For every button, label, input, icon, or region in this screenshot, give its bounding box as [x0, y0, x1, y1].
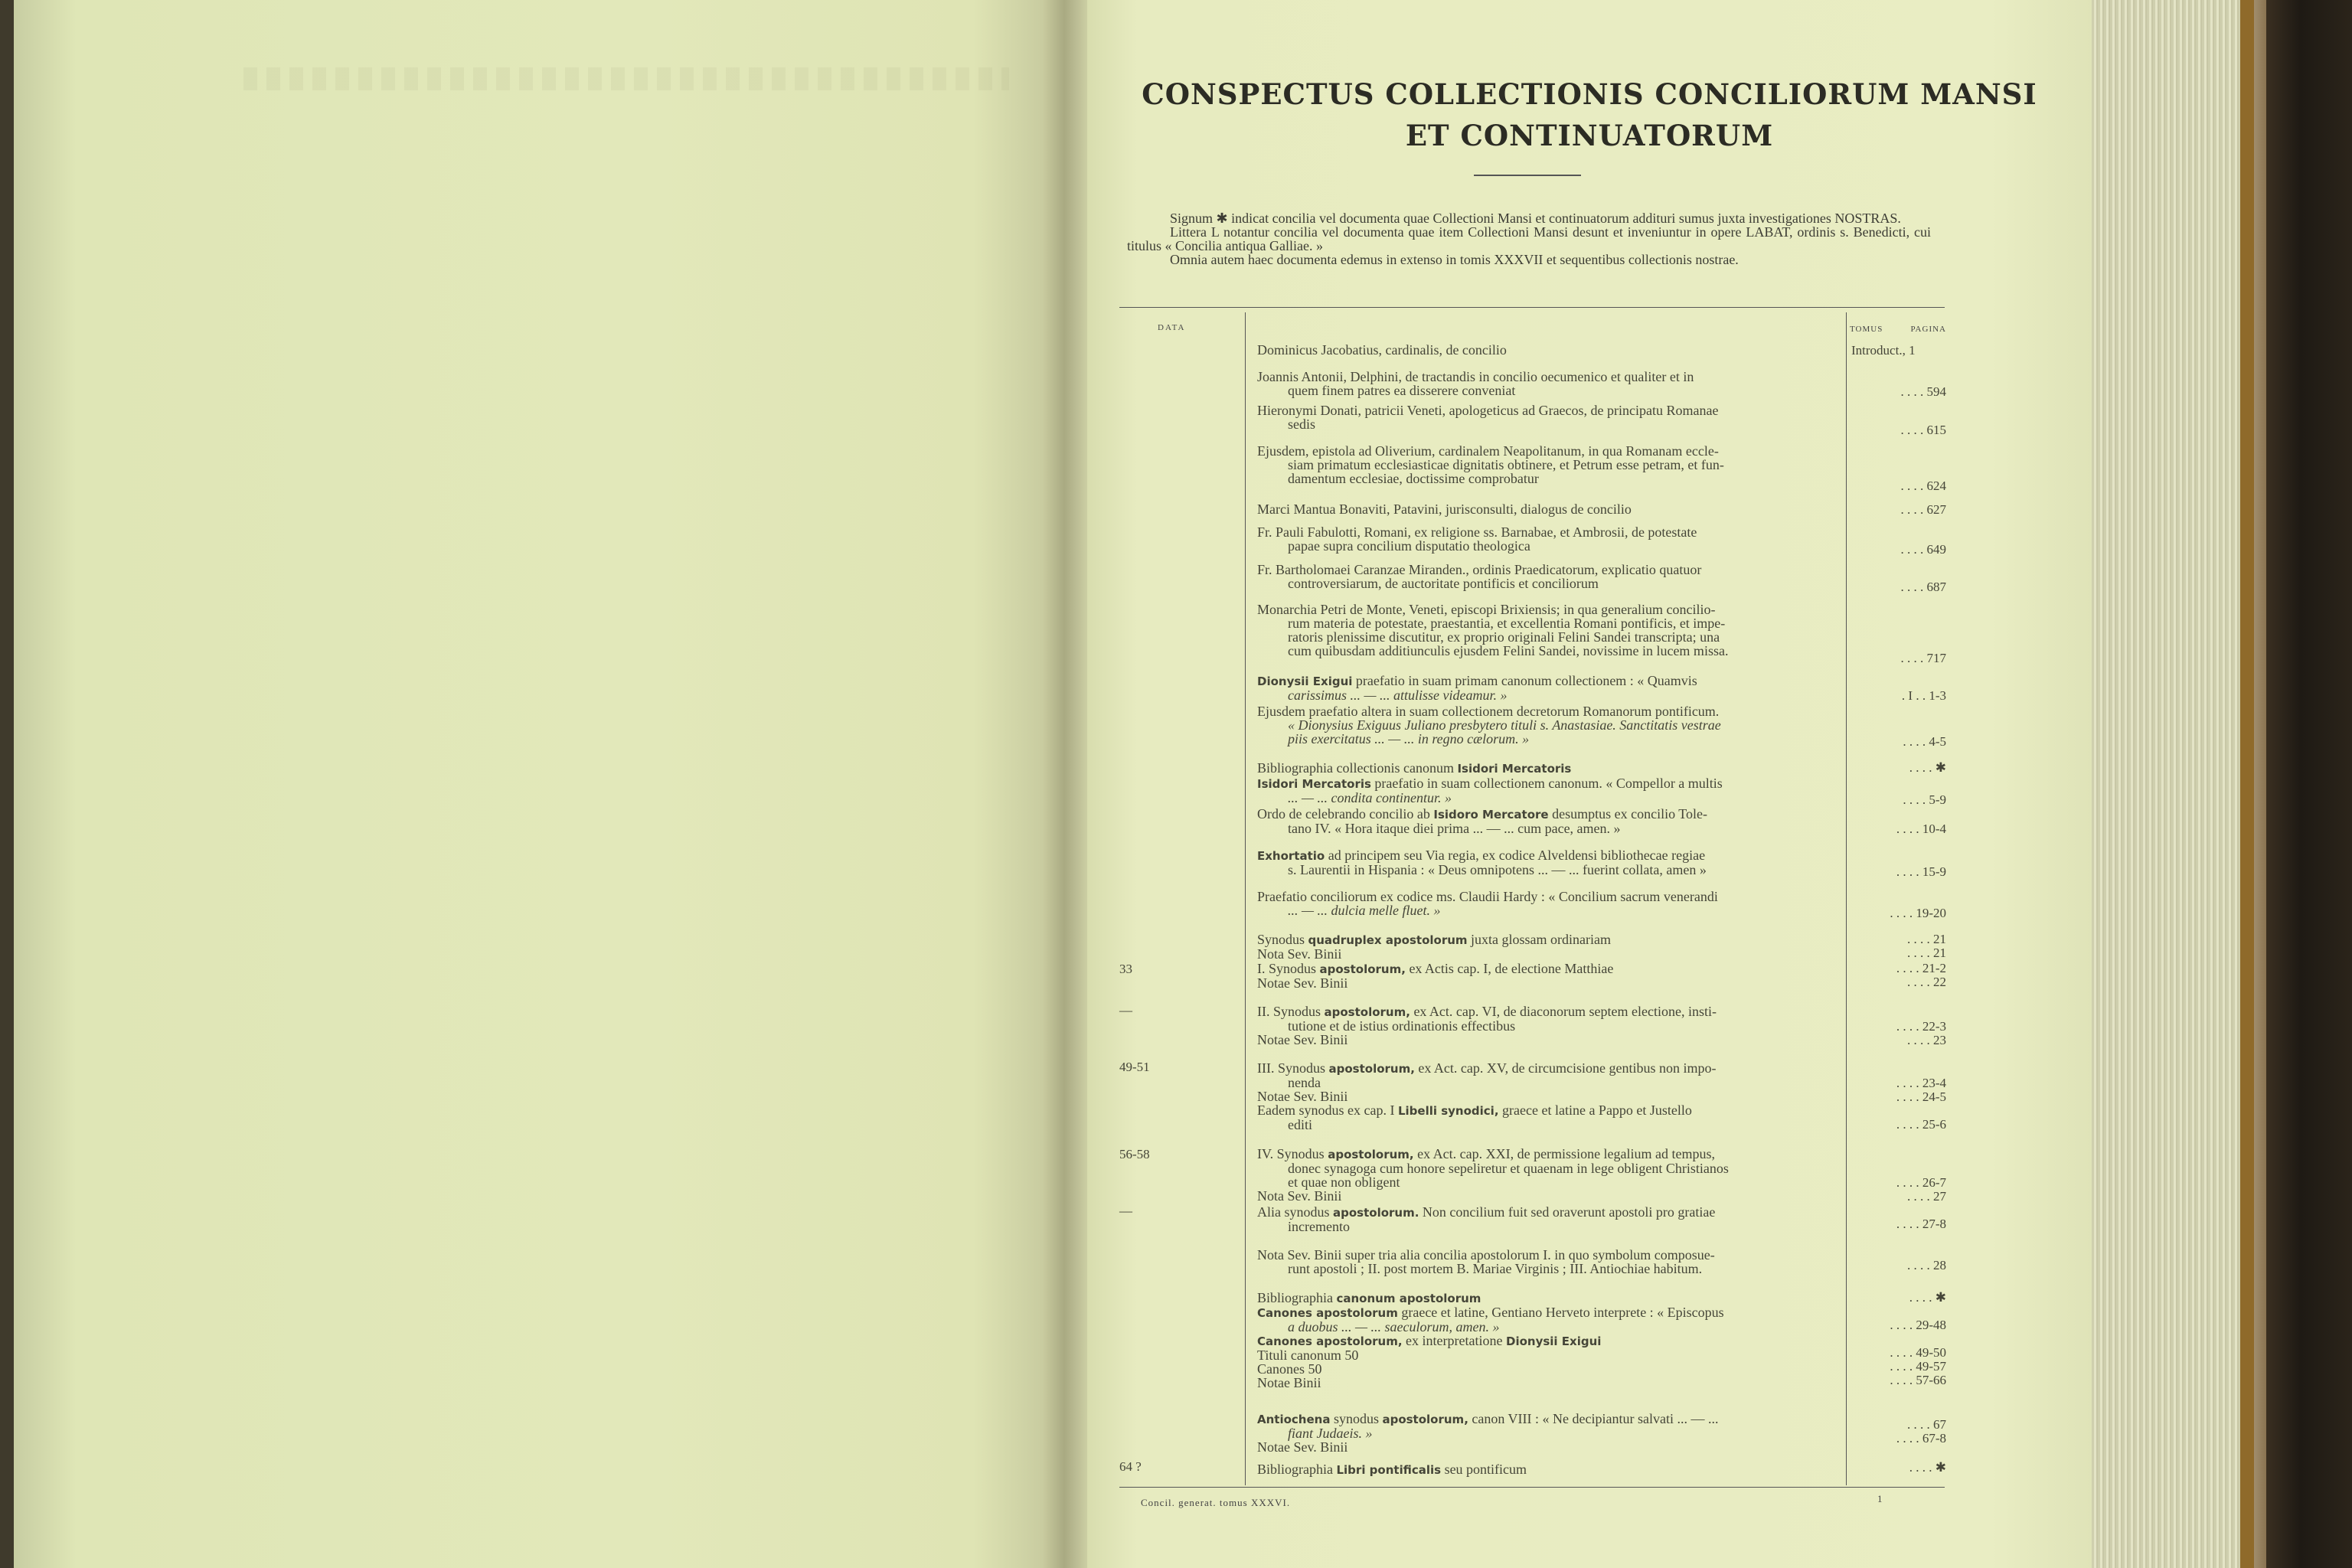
entry-text: ad principem seu Via regia, ex codice Alveldensi bibliothecae regiae	[1325, 848, 1706, 863]
entry-reference: . . . . 21-2	[1896, 961, 1946, 975]
entry-text: Notae Sev. Binii	[1257, 1032, 1348, 1047]
entry-incipit: carissimus ... — ... attulisse videamur. »	[1288, 688, 1508, 703]
entry-text: ex Actis cap. I, de electione Matthiae	[1405, 961, 1614, 976]
entry-reference: . . . . 21	[1907, 932, 1946, 946]
toc-entry	[1257, 807, 1839, 835]
date-column-rule	[1245, 312, 1246, 1485]
entry-reference: . . . . 5-9	[1903, 792, 1946, 807]
toc-entry	[1257, 1462, 1839, 1477]
toc-entry	[1257, 674, 1839, 702]
cover-gilt-band	[2240, 0, 2254, 1568]
entry-reference: . . . . 23-4	[1896, 1076, 1946, 1090]
entry-text: Marci Mantua Bonaviti, Patavini, jurisconsulti, dialogus de concilio	[1257, 501, 1632, 517]
toc-entry	[1257, 761, 1839, 776]
entry-reference: . . . . 29-48	[1890, 1318, 1946, 1332]
entry-reference: . . . . 24-5	[1896, 1089, 1946, 1104]
entry-reference: . . . . 23	[1907, 1033, 1946, 1047]
entry-text-cont: papae supra concilium disputatio theologica	[1288, 538, 1530, 554]
entry-text: Eadem synodus ex cap. I	[1257, 1102, 1398, 1118]
entry-text-cont: sedis	[1288, 416, 1315, 432]
entry-text: Hieronymi Donati, patricii Veneti, apologeticus ad Graecos, de principatu Romanae	[1257, 403, 1719, 418]
entry-reference: . . . . 4-5	[1903, 734, 1946, 749]
entry-reference: . . . . 687	[1900, 580, 1946, 594]
toc-entry	[1257, 502, 1839, 516]
entry-text: Tituli canonum 50	[1257, 1348, 1359, 1363]
entry-author: Canones apostolorum	[1257, 1306, 1398, 1320]
entry-text: ex Act. cap. VI, de diaconorum septem electione, insti-	[1410, 1004, 1717, 1019]
column-header-data: DATA	[1158, 323, 1186, 332]
entry-text: Fr. Bartholomaei Caranzae Miranden., ordinis Praedicatorum, explicatio quatuor	[1257, 562, 1702, 577]
entry-date: 56-58	[1119, 1147, 1150, 1161]
entry-author: Libri pontificalis	[1336, 1463, 1442, 1477]
entry-text: Notae Sev. Binii	[1257, 975, 1348, 991]
entry-text-cont: nenda	[1288, 1075, 1321, 1090]
toc-entry	[1257, 890, 1839, 917]
reference-column-rule	[1846, 312, 1847, 1485]
intro-omnia: Omnia autem haec documenta edemus in extenso in tomis XXXVII et sequentibus collectionis nostrae.	[1170, 252, 1739, 267]
entry-text: Monarchia Petri de Monte, Veneti, episcopi Brixiensis; in qua generalium concilio-	[1257, 602, 1716, 617]
entry-text-cont: controversiarum, de auctoritate pontificis et conciliorum	[1288, 576, 1599, 591]
entry-reference: . . . . 15-9	[1896, 864, 1946, 879]
entry-incipit: piis exercitatus ... — ... in regno cælorum. »	[1288, 731, 1530, 746]
entry-author: apostolorum.	[1333, 1206, 1419, 1220]
toc-entry	[1257, 444, 1839, 485]
entry-text: graece et latine a Pappo et Justello	[1498, 1102, 1692, 1118]
entry-author: Canones apostolorum,	[1257, 1334, 1403, 1348]
entry-text-cont: cum quibusdam additiunculis ejusdem Felini Sandei, novissime in lucem missa.	[1288, 643, 1729, 658]
book-cover	[2266, 0, 2352, 1568]
entry-author: Libelli synodici,	[1397, 1104, 1499, 1118]
entry-incipit: ... — ... dulcia melle fluet. »	[1288, 903, 1441, 918]
entry-text: Praefatio conciliorum ex codice ms. Claudii Hardy : « Concilium sacrum venerandi	[1257, 889, 1718, 904]
toc-entry	[1257, 525, 1839, 553]
entry-text-cont: et quae non obligent	[1288, 1174, 1400, 1190]
entry-text: Fr. Pauli Fabulotti, Romani, ex religione ss. Barnabae, et Ambrosii, de potestate	[1257, 524, 1697, 540]
entry-text: Nota Sev. Binii	[1257, 1188, 1342, 1204]
toc-entry	[1257, 1205, 1839, 1233]
entry-date: 49-51	[1119, 1060, 1150, 1074]
entry-text-cont: tano IV. « Hora itaque diei prima ... — ... cum pace, amen. »	[1288, 821, 1621, 836]
entry-date: —	[1119, 1204, 1132, 1218]
entry-reference: . . . . 21	[1907, 946, 1946, 960]
entry-author: Isidoro Mercatore	[1433, 808, 1549, 822]
title-line-1: CONSPECTUS COLLECTIONIS CONCILIORUM MANSI	[1142, 77, 2037, 111]
column-header-tomus: TOMUS	[1850, 325, 1883, 334]
entry-text: III. Synodus	[1257, 1060, 1329, 1076]
toc-entry	[1257, 563, 1839, 590]
toc-entry	[1257, 343, 1839, 357]
entry-author: apostolorum,	[1324, 1005, 1410, 1019]
entry-text: desumptus ex concilio Tole-	[1548, 806, 1707, 822]
entry-text-cont: siam primatum ecclesiasticae dignitatis obtinere, et Petrum esse petram, et fun-	[1288, 457, 1724, 472]
entry-author: Isidori Mercatoris	[1257, 777, 1371, 791]
entry-reference: . . . . 49-57	[1890, 1359, 1946, 1374]
entry-reference: . . . . 26-7	[1896, 1175, 1946, 1190]
entry-text-cont: s. Laurentii in Hispania : « Deus omnipotens ... — ... fuerint collata, amen »	[1288, 862, 1707, 877]
entry-reference: . . . . 627	[1900, 502, 1946, 517]
entry-text: II. Synodus	[1257, 1004, 1325, 1019]
entry-text: Bibliographia collectionis canonum	[1257, 760, 1458, 776]
left-page-blank	[14, 0, 1057, 1568]
entry-text: Notae Sev. Binii	[1257, 1089, 1348, 1104]
entry-text: Nota Sev. Binii	[1257, 946, 1342, 962]
entry-text: Ejusdem, epistola ad Oliverium, cardinalem Neapolitanum, in qua Romanam eccle-	[1257, 443, 1719, 459]
entry-reference: . . . . 25-6	[1896, 1117, 1946, 1132]
entry-text: Notae Sev. Binii	[1257, 1439, 1348, 1455]
entry-reference: . . . . ✱	[1909, 1290, 1946, 1305]
column-header-tomus-pagina	[1850, 325, 1946, 334]
entry-text: ex interpretatione	[1402, 1333, 1506, 1348]
entry-author: apostolorum,	[1328, 1062, 1415, 1076]
title-divider	[1474, 175, 1581, 176]
entry-reference: . . . . 594	[1900, 384, 1946, 399]
toc-entry	[1257, 403, 1839, 431]
entry-author: canonum apostolorum	[1336, 1292, 1481, 1305]
signature-mark: 1	[1877, 1493, 1883, 1504]
entry-reference: . . . . 717	[1900, 651, 1946, 665]
entry-text-cont: runt apostoli ; II. post mortem B. Mariae Virginis ; III. Antiochiae habitum.	[1288, 1261, 1703, 1276]
entry-text-cont: quem finem patres ea disserere conveniat	[1288, 383, 1516, 398]
entry-text: synodus	[1330, 1411, 1383, 1426]
column-header-pagina: PAGINA	[1910, 325, 1946, 334]
toc-entry	[1257, 1248, 1839, 1276]
table-top-rule	[1119, 307, 1945, 308]
entry-text: juxta glossam ordinariam	[1467, 932, 1612, 947]
entry-reference: . . . . 22	[1907, 975, 1946, 989]
entry-reference: . . . . 615	[1900, 423, 1946, 437]
entry-reference: Introduct., 1	[1851, 343, 1916, 358]
entry-author: apostolorum,	[1319, 962, 1406, 976]
entry-reference: . . . . 27-8	[1896, 1217, 1946, 1231]
toc-entry	[1257, 1147, 1839, 1203]
entry-text: Nota Sev. Binii super tria alia concilia apostolorum I. in quo symbolum composue-	[1257, 1247, 1715, 1263]
toc-entry	[1257, 1004, 1839, 1047]
toc-entry	[1257, 1061, 1839, 1132]
entry-date: 64 ?	[1119, 1459, 1142, 1474]
entry-incipit: ... — ... condita continentur. »	[1288, 790, 1452, 805]
entry-author: apostolorum,	[1382, 1413, 1468, 1426]
entry-reference: . . . . ✱	[1909, 760, 1946, 775]
entry-reference: . . . . 22-3	[1896, 1019, 1946, 1034]
entry-text: Ejusdem praefatio altera in suam collectionem decretorum Romanorum pontificum.	[1257, 704, 1720, 719]
entry-reference: . . . . 27	[1907, 1189, 1946, 1204]
entry-reference: . . . . 67	[1907, 1417, 1946, 1432]
entry-text-cont: donec synagoga cum honore sepeliretur et quaenam in lege obligent Christianos	[1288, 1161, 1729, 1176]
entry-text: Bibliographia	[1257, 1290, 1337, 1305]
entry-text: Joannis Antonii, Delphini, de tractandis in concilio oecumenico et qualiter et in	[1257, 369, 1694, 384]
page-title	[1087, 74, 2092, 156]
entry-text-cont: ratoris plenissime discutitur, ex proprio originali Felini Sandei transcripta; una	[1288, 629, 1720, 645]
entry-text: Notae Binii	[1257, 1375, 1321, 1390]
entry-reference: . . . . 624	[1900, 479, 1946, 493]
entry-text-cont: editi	[1288, 1117, 1312, 1132]
entry-text: Dominicus Jacobatius, cardinalis, de concilio	[1257, 342, 1507, 358]
entry-reference: . I . . 1-3	[1901, 688, 1946, 703]
entry-text-cont: incremento	[1288, 1219, 1350, 1234]
entry-author: Dionysii Exigui	[1506, 1334, 1602, 1348]
entry-reference: . . . . 67-8	[1896, 1431, 1946, 1446]
entry-reference: . . . . 28	[1907, 1258, 1946, 1272]
entry-text: I. Synodus	[1257, 961, 1320, 976]
entry-text: ex Act. cap. XXI, de permissione legalium ad tempus,	[1413, 1146, 1716, 1161]
entry-text-cont: damentum ecclesiae, doctissime comprobatur	[1288, 471, 1539, 486]
entry-author: quadruplex apostolorum	[1308, 933, 1468, 947]
toc-entry	[1257, 603, 1839, 658]
toc-entry	[1257, 776, 1839, 805]
intro-signum: Signum ✱ indicat concilia vel documenta quae Collectioni Mansi et continuatorum addituri sumus juxta investigationes NOSTRAS.	[1170, 211, 1901, 226]
entry-author: Dionysii Exigui	[1257, 675, 1353, 688]
entry-text: Ordo de celebrando concilio ab	[1257, 806, 1434, 822]
entry-reference: . . . . 49-50	[1890, 1345, 1946, 1360]
entry-date: 33	[1119, 962, 1132, 976]
entry-reference: . . . . ✱	[1909, 1460, 1946, 1475]
entry-reference: . . . . 19-20	[1890, 906, 1946, 920]
entry-author: apostolorum,	[1328, 1148, 1414, 1161]
show-through-text	[243, 67, 1009, 90]
page-edges	[2092, 0, 2241, 1568]
title-line-2: ET CONTINUATORUM	[1405, 119, 1774, 152]
toc-entry	[1257, 962, 1839, 990]
entry-text: Synodus	[1257, 932, 1308, 947]
entry-text-cont: rum materia de potestate, praestantia, et excellentia Romani pontificis, et impe-	[1288, 616, 1726, 631]
entry-text: Alia synodus	[1257, 1204, 1333, 1220]
toc-entry	[1257, 1291, 1839, 1390]
entry-incipit: fiant Judaeis. »	[1288, 1426, 1373, 1441]
toc-entry	[1257, 933, 1839, 961]
entry-reference: . . . . 649	[1900, 542, 1946, 557]
intro-littera: Littera L notantur concilia vel documenta quae item Collectioni Mansi desunt et inveniuntur in opere LABAT, ordinis s. Benedicti, cui titulus « Concilia antiqua Galliae. »	[1127, 224, 1931, 253]
entry-text: Bibliographia	[1257, 1462, 1337, 1477]
toc-entry	[1257, 370, 1839, 397]
toc-entry	[1257, 848, 1839, 877]
table-bottom-rule	[1119, 1487, 1945, 1488]
toc-entry	[1257, 1412, 1839, 1454]
entry-author: Exhortatio	[1257, 849, 1325, 863]
entry-reference: . . . . 10-4	[1896, 822, 1946, 836]
toc-entry	[1257, 704, 1839, 746]
entry-text: ex Act. cap. XV, de circumcisione gentibus non impo-	[1414, 1060, 1717, 1076]
entry-text: canon VIII : « Ne decipiantur salvati ... — ...	[1468, 1411, 1719, 1426]
entry-text: Non concilium fuit sed oraverunt apostoli pro gratiae	[1419, 1204, 1716, 1220]
entry-text: praefatio in suam collectionem canonum. « Compellor a multis	[1370, 776, 1723, 791]
entry-author: Isidori Mercatoris	[1457, 762, 1572, 776]
entry-text: praefatio in suam primam canonum collectionem : « Quamvis	[1352, 673, 1697, 688]
entry-text: IV. Synodus	[1257, 1146, 1328, 1161]
entry-text: Canones 50	[1257, 1361, 1322, 1377]
entry-date: —	[1119, 1003, 1132, 1018]
intro-notes	[1127, 211, 1931, 266]
entry-text: seu pontificum	[1441, 1462, 1527, 1477]
entry-author: Antiochena	[1257, 1413, 1331, 1426]
entry-incipit: a duobus ... — ... saeculorum, amen. »	[1288, 1319, 1500, 1334]
entry-reference: . . . . 57-66	[1890, 1373, 1946, 1387]
entry-text: graece et latine, Gentiano Herveto interprete : « Episcopus	[1397, 1305, 1724, 1320]
entry-text-cont: tutione et de istius ordinationis effectibus	[1288, 1018, 1516, 1034]
entry-incipit: « Dionysius Exiguus Juliano presbytero tituli s. Anastasiae. Sanctitatis vestrae	[1288, 717, 1721, 733]
page-signature: Concil. generat. tomus XXXVI.	[1141, 1497, 1291, 1508]
